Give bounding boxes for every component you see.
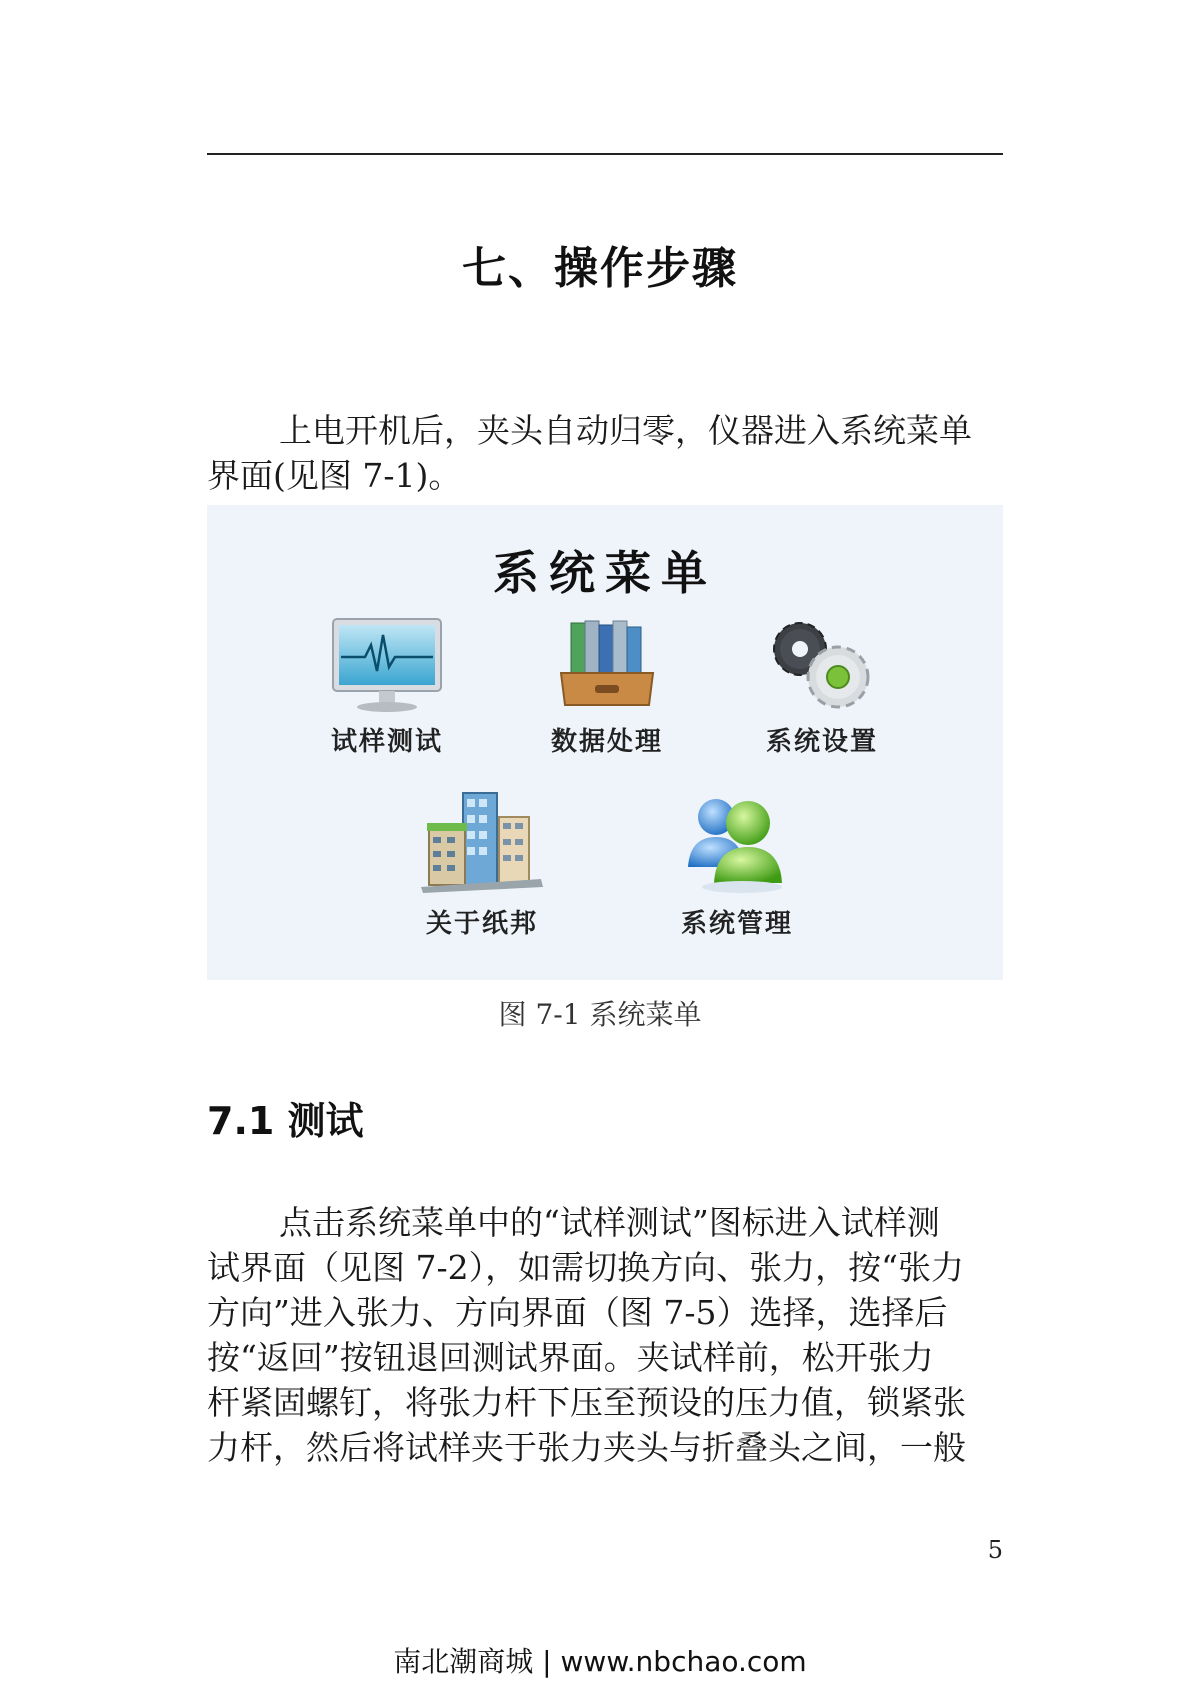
menu-item-label: 数据处理 xyxy=(550,727,663,757)
menu-title: 系统菜单 xyxy=(493,546,717,600)
section-line: 杆紧固螺钉，将张力杆下压至预设的压力值，锁紧张 xyxy=(207,1383,966,1422)
menu-item-about[interactable] xyxy=(392,787,572,940)
menu-item-label: 系统设置 xyxy=(765,727,878,757)
section-paragraph xyxy=(207,1200,1003,1470)
header-rule xyxy=(207,153,1003,155)
intro-line: 上电开机后，夹头自动归零，仪器进入系统菜单 xyxy=(279,411,972,450)
intro-paragraph xyxy=(207,408,1003,498)
menu-item-sample-test[interactable] xyxy=(297,615,477,758)
footer-watermark: 南北潮商城 | www.nbchao.com xyxy=(393,1645,807,1678)
menu-item-label: 试样测试 xyxy=(330,727,443,757)
section-line: 点击系统菜单中的“试样测试”图标进入试样测 xyxy=(279,1203,940,1242)
monitor-heartbeat-icon xyxy=(327,615,447,715)
gears-icon xyxy=(762,615,882,715)
figure-caption: 图 7-1 系统菜单 xyxy=(498,998,702,1031)
folders-tray-icon xyxy=(547,615,667,715)
page-number: 5 xyxy=(987,1536,1003,1564)
users-icon xyxy=(672,787,802,897)
menu-item-label: 关于纸邦 xyxy=(425,909,538,939)
section-line: 试界面（见图 7-2），如需切换方向、张力，按“张力 xyxy=(207,1248,965,1287)
menu-item-system-management[interactable] xyxy=(647,787,827,940)
menu-item-label: 系统管理 xyxy=(680,909,793,939)
menu-item-system-settings[interactable] xyxy=(732,615,912,758)
intro-line: 界面(见图 7-1)。 xyxy=(207,456,462,495)
menu-item-data-processing[interactable] xyxy=(517,615,697,758)
section-line: 力杆，然后将试样夹于张力夹头与折叠头之间，一般 xyxy=(207,1428,966,1467)
section-line: 方向”进入张力、方向界面（图 7-5）选择，选择后 xyxy=(207,1293,948,1332)
system-menu-figure xyxy=(207,505,1003,980)
buildings-icon xyxy=(417,787,547,897)
chapter-title: 七、操作步骤 xyxy=(462,243,738,294)
section-line: 按“返回”按钮退回测试界面。夹试样前，松开张力 xyxy=(207,1338,934,1377)
section-title: 7.1 测试 xyxy=(207,1099,364,1143)
